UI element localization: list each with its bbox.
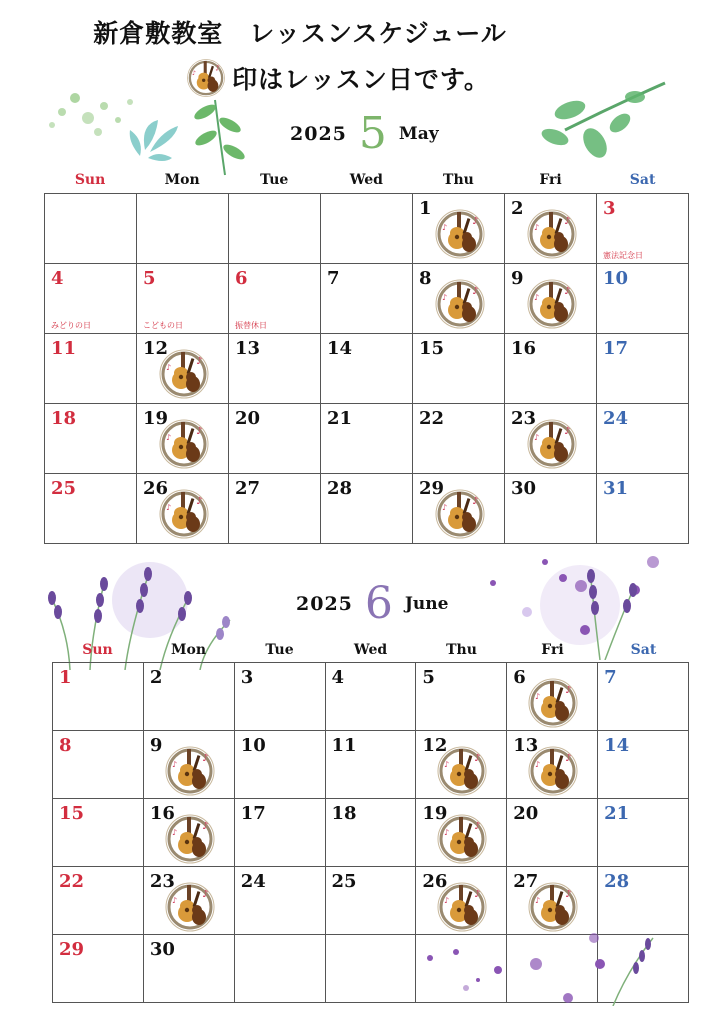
- day-number: 9: [511, 268, 524, 289]
- day-cell-june-6: [507, 663, 598, 731]
- day-number: 18: [51, 408, 77, 429]
- day-cell-june-24: [234, 867, 325, 935]
- empty-day-cell: [137, 194, 229, 264]
- holiday-label: 憲法記念日: [603, 251, 643, 260]
- june-heading: [296, 578, 449, 629]
- day-cell-may-30: [505, 474, 597, 544]
- day-cell-may-9: [505, 264, 597, 334]
- weekday-thu: Thu: [443, 172, 474, 188]
- day-number: 6: [513, 667, 526, 688]
- may-number: 5: [358, 108, 387, 159]
- weekday-sat: Sat: [630, 642, 657, 658]
- day-number: 2: [149, 667, 163, 688]
- day-cell-june-22: [53, 867, 144, 935]
- day-number: 19: [422, 803, 448, 824]
- empty-day-cell: [325, 935, 416, 1003]
- day-number: 10: [603, 268, 629, 289]
- day-number: 3: [240, 667, 254, 688]
- day-cell-may-24: [597, 404, 689, 474]
- day-number: 24: [603, 408, 629, 429]
- weekday-thu: Thu: [446, 642, 477, 658]
- day-number: 6: [235, 268, 248, 289]
- day-number: 31: [603, 478, 629, 499]
- day-number: 20: [235, 408, 261, 429]
- day-number: 27: [235, 478, 261, 499]
- calendar-week-row: [53, 731, 689, 799]
- guitar-wreath-icon: [527, 745, 579, 797]
- day-number: 14: [327, 338, 353, 359]
- day-number: 13: [235, 338, 261, 359]
- day-cell-may-18: [45, 404, 137, 474]
- day-cell-june-18: [325, 799, 416, 867]
- day-number: 26: [143, 478, 169, 499]
- day-number: 15: [59, 803, 85, 824]
- day-cell-june-2: [143, 663, 234, 731]
- calendar-week-row: [53, 663, 689, 731]
- guitar-wreath-icon: [158, 488, 210, 540]
- day-cell-june-5: [416, 663, 507, 731]
- day-number: 4: [51, 268, 64, 289]
- day-cell-june-19: [416, 799, 507, 867]
- day-cell-june-15: [53, 799, 144, 867]
- calendar-week-row: [45, 194, 689, 264]
- day-cell-june-17: [234, 799, 325, 867]
- day-number: 19: [143, 408, 169, 429]
- day-cell-may-26: [137, 474, 229, 544]
- day-number: 21: [327, 408, 353, 429]
- calendar-week-row: [45, 404, 689, 474]
- day-number: 5: [143, 268, 156, 289]
- empty-day-cell: [321, 194, 413, 264]
- day-number: 24: [240, 871, 266, 892]
- guitar-wreath-icon: [526, 418, 578, 470]
- guitar-wreath-icon: [164, 881, 216, 933]
- day-cell-may-31: [597, 474, 689, 544]
- day-cell-june-20: [507, 799, 598, 867]
- day-cell-may-12: [137, 334, 229, 404]
- leaf-decoration-left: [40, 80, 270, 180]
- day-cell-june-10: [234, 731, 325, 799]
- calendar-week-row: [45, 334, 689, 404]
- day-cell-may-21: [321, 404, 413, 474]
- day-cell-june-1: [53, 663, 144, 731]
- day-number: 14: [604, 735, 630, 756]
- day-number: 28: [604, 871, 630, 892]
- day-cell-may-6: [229, 264, 321, 334]
- guitar-wreath-icon: [526, 208, 578, 260]
- day-number: 2: [511, 198, 524, 219]
- lavender-decoration-bottom: [418, 930, 688, 1006]
- day-number: 11: [51, 338, 77, 359]
- guitar-wreath-icon: [436, 881, 488, 933]
- day-number: 16: [149, 803, 175, 824]
- day-number: 28: [327, 478, 353, 499]
- weekday-tue: Tue: [260, 172, 289, 188]
- day-number: 12: [422, 735, 448, 756]
- day-cell-june-14: [598, 731, 689, 799]
- day-number: 25: [51, 478, 77, 499]
- guitar-wreath-icon: [526, 278, 578, 330]
- calendar-week-row: [45, 474, 689, 544]
- weekday-mon: Mon: [170, 642, 206, 658]
- day-cell-may-4: [45, 264, 137, 334]
- day-cell-june-9: [143, 731, 234, 799]
- empty-day-cell: [234, 935, 325, 1003]
- day-cell-may-14: [321, 334, 413, 404]
- day-cell-june-23: [143, 867, 234, 935]
- day-cell-may-13: [229, 334, 321, 404]
- day-number: 29: [59, 939, 85, 960]
- day-cell-may-10: [597, 264, 689, 334]
- day-number: 30: [511, 478, 537, 499]
- day-cell-june-29: [53, 935, 144, 1003]
- day-number: 25: [331, 871, 357, 892]
- day-cell-june-30: [143, 935, 234, 1003]
- guitar-wreath-icon: [434, 278, 486, 330]
- guitar-wreath-icon: [164, 745, 216, 797]
- may-calendar: [44, 193, 689, 544]
- day-cell-june-8: [53, 731, 144, 799]
- day-number: 23: [149, 871, 175, 892]
- day-number: 30: [149, 939, 175, 960]
- day-number: 7: [604, 667, 617, 688]
- may-year: 2025: [290, 123, 347, 145]
- guitar-wreath-icon: [158, 418, 210, 470]
- day-cell-may-16: [505, 334, 597, 404]
- day-number: 8: [419, 268, 432, 289]
- day-number: 22: [59, 871, 85, 892]
- weekday-sat: Sat: [629, 172, 656, 188]
- guitar-wreath-icon: [434, 208, 486, 260]
- day-cell-may-15: [413, 334, 505, 404]
- day-cell-june-11: [325, 731, 416, 799]
- weekday-tue: Tue: [265, 642, 294, 658]
- day-number: 1: [419, 198, 432, 219]
- weekday-mon: Mon: [164, 172, 200, 188]
- day-number: 10: [240, 735, 266, 756]
- leaf-decoration-right: [525, 75, 675, 170]
- day-cell-may-5: [137, 264, 229, 334]
- guitar-wreath-icon: [434, 488, 486, 540]
- page-title: 新倉敷教室 レッスンスケジュール: [93, 19, 507, 48]
- day-number: 18: [331, 803, 357, 824]
- day-number: 27: [513, 871, 539, 892]
- day-number: 17: [240, 803, 266, 824]
- day-number: 7: [327, 268, 340, 289]
- holiday-label: こどもの日: [143, 321, 183, 330]
- guitar-wreath-icon: [436, 813, 488, 865]
- holiday-label: みどりの日: [51, 321, 91, 330]
- weekday-wed: Wed: [349, 172, 383, 188]
- day-number: 13: [513, 735, 539, 756]
- day-number: 9: [149, 735, 163, 756]
- day-cell-may-8: [413, 264, 505, 334]
- calendar-week-row: [53, 867, 689, 935]
- day-cell-may-22: [413, 404, 505, 474]
- holiday-label: 振替休日: [235, 321, 267, 330]
- day-cell-june-16: [143, 799, 234, 867]
- calendar-week-row: [53, 799, 689, 867]
- may-name: May: [398, 124, 439, 144]
- day-number: 8: [59, 735, 72, 756]
- day-cell-june-25: [325, 867, 416, 935]
- day-number: 4: [331, 667, 345, 688]
- weekday-wed: Wed: [353, 642, 388, 658]
- day-number: 21: [604, 803, 630, 824]
- day-number: 17: [603, 338, 629, 359]
- day-cell-may-2: [505, 194, 597, 264]
- day-number: 23: [511, 408, 537, 429]
- day-number: 3: [603, 198, 616, 219]
- day-number: 22: [419, 408, 445, 429]
- weekday-sun: Sun: [82, 642, 113, 658]
- day-cell-may-29: [413, 474, 505, 544]
- day-cell-june-28: [598, 867, 689, 935]
- day-number: 11: [331, 735, 357, 756]
- day-number: 20: [513, 803, 539, 824]
- day-cell-may-20: [229, 404, 321, 474]
- day-cell-june-21: [598, 799, 689, 867]
- guitar-wreath-icon: [164, 813, 216, 865]
- day-number: 5: [422, 667, 435, 688]
- june-year: 2025: [296, 593, 353, 615]
- day-number: 16: [511, 338, 537, 359]
- day-cell-may-11: [45, 334, 137, 404]
- day-number: 29: [419, 478, 445, 499]
- day-cell-june-4: [325, 663, 416, 731]
- guitar-wreath-icon: [527, 677, 579, 729]
- day-cell-may-1: [413, 194, 505, 264]
- day-cell-june-13: [507, 731, 598, 799]
- guitar-wreath-icon: [527, 881, 579, 933]
- day-cell-june-3: [234, 663, 325, 731]
- day-number: 26: [422, 871, 448, 892]
- day-cell-may-7: [321, 264, 413, 334]
- empty-day-cell: [45, 194, 137, 264]
- may-weekday-header: [44, 172, 689, 188]
- weekday-sun: Sun: [74, 172, 106, 188]
- day-cell-may-17: [597, 334, 689, 404]
- day-number: 15: [419, 338, 445, 359]
- june-weekday-header: [52, 642, 689, 658]
- june-number: 6: [364, 578, 393, 629]
- day-number: 12: [143, 338, 169, 359]
- day-cell-may-27: [229, 474, 321, 544]
- may-heading: [290, 108, 439, 159]
- day-cell-may-23: [505, 404, 597, 474]
- day-cell-may-3: [597, 194, 689, 264]
- guitar-wreath-icon: [158, 348, 210, 400]
- day-number: 1: [59, 667, 72, 688]
- june-name: June: [404, 594, 449, 614]
- guitar-wreath-icon: [436, 745, 488, 797]
- day-cell-june-27: [507, 867, 598, 935]
- day-cell-june-7: [598, 663, 689, 731]
- empty-day-cell: [229, 194, 321, 264]
- calendar-week-row: [45, 264, 689, 334]
- legend-note-text: 印はレッスン日です。: [232, 65, 490, 94]
- day-cell-may-25: [45, 474, 137, 544]
- day-cell-may-28: [321, 474, 413, 544]
- day-cell-june-26: [416, 867, 507, 935]
- weekday-fri: Fri: [541, 642, 564, 658]
- day-cell-june-12: [416, 731, 507, 799]
- day-cell-may-19: [137, 404, 229, 474]
- weekday-fri: Fri: [539, 172, 562, 188]
